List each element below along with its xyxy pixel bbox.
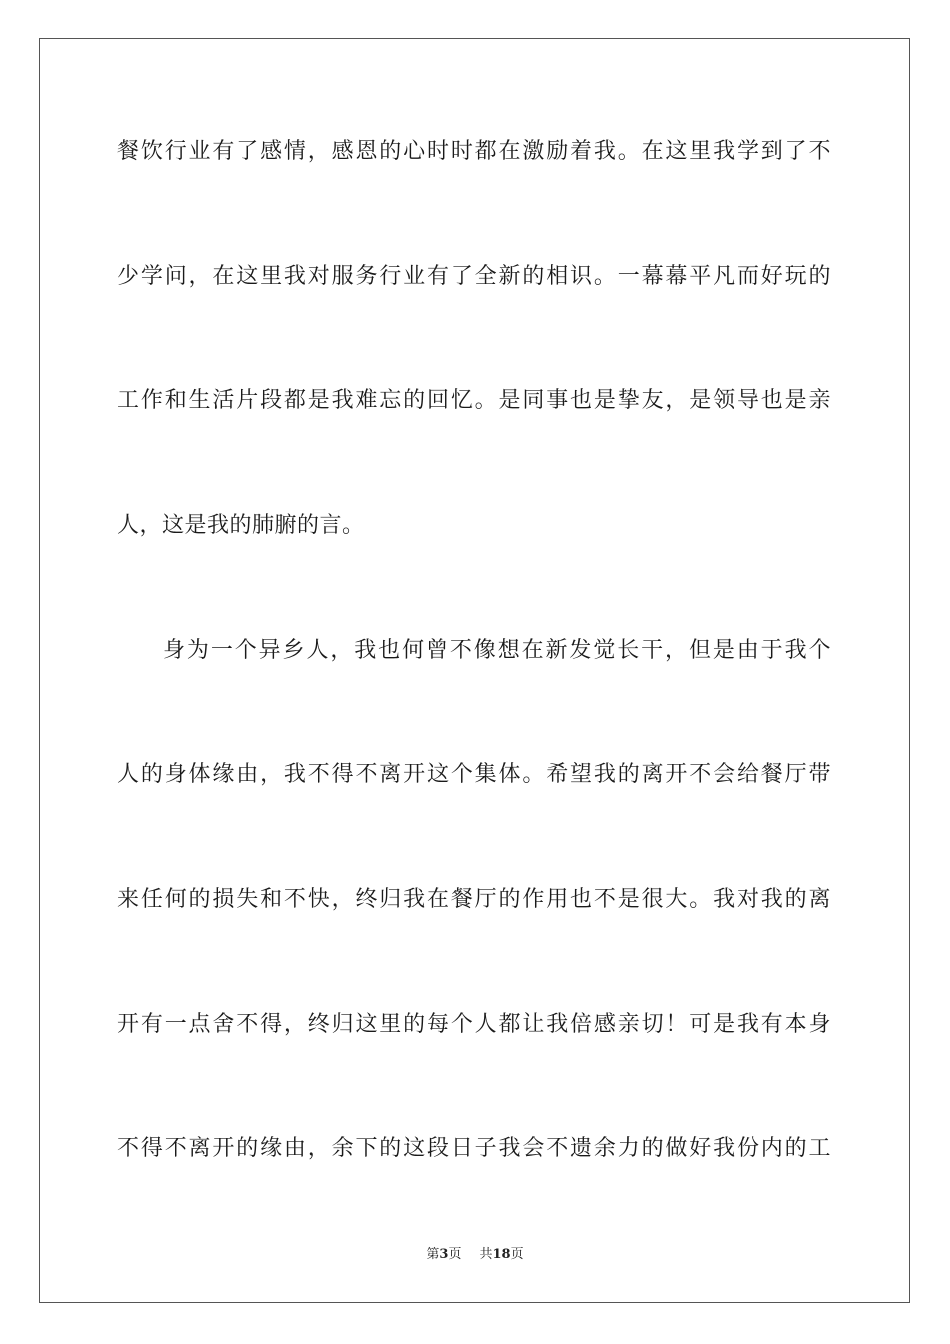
text-line: 来任何的损失和不快，终归我在餐厅的作用也不是很大。我对我的离 [117,887,831,912]
page-prefix: 第 [426,1247,440,1262]
text-line: 开有一点舍不得，终归这里的每个人都让我倍感亲切！可是我有本身 [117,1012,831,1037]
page-footer [0,1246,950,1264]
total-suffix: 页 [510,1247,524,1262]
paragraph-first-line: 身为一个异乡人，我也何曾不像想在新发觉长干，但是由于我个 [163,638,831,663]
page-border [39,38,910,1303]
text-line: 人的身体缘由，我不得不离开这个集体。希望我的离开不会给餐厅带 [117,762,831,787]
page-suffix: 页 [448,1247,462,1262]
text-line: 少学问，在这里我对服务行业有了全新的相识。一幕幕平凡而好玩的 [117,264,831,289]
page-number: 3 [439,1247,449,1262]
text-line: 餐饮行业有了感情，感恩的心时时都在激励着我。在这里我学到了不 [117,139,831,164]
text-line: 工作和生活片段都是我难忘的回忆。是同事也是挚友，是领导也是亲 [117,388,831,413]
total-pages: 18 [492,1247,511,1262]
total-prefix: 共 [479,1247,493,1262]
text-line: 人，这是我的肺腑的言。 [117,513,365,538]
text-line: 不得不离开的缘由，余下的这段日子我会不遗余力的做好我份内的工 [117,1136,831,1161]
